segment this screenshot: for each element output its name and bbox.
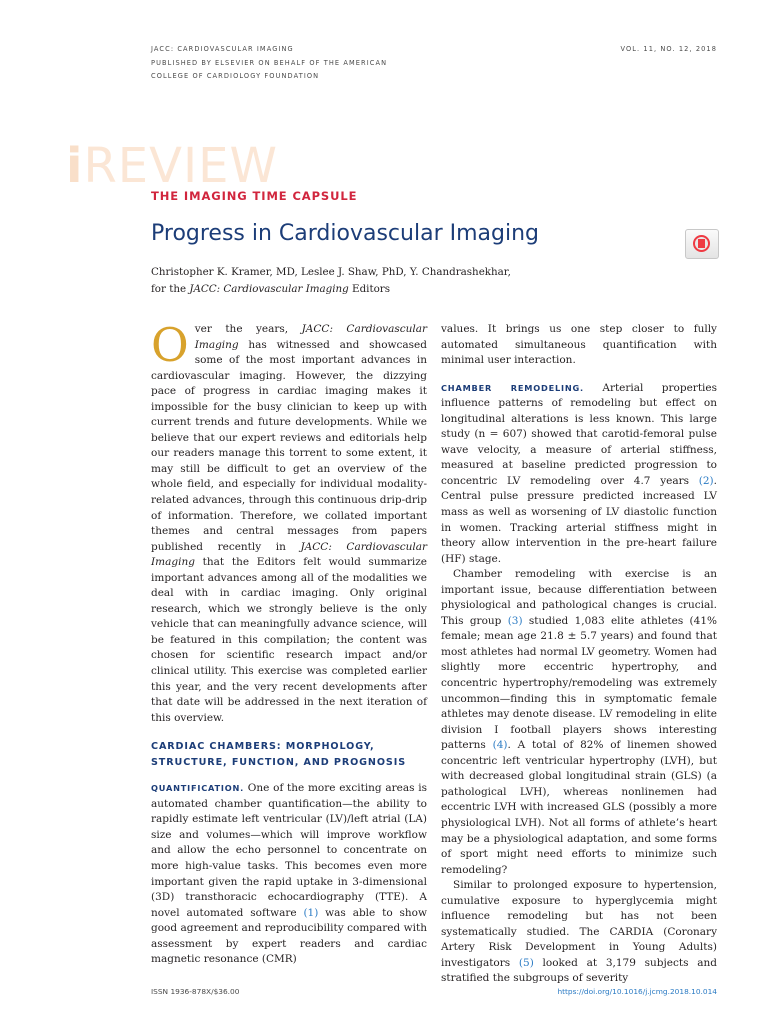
quantification-continuation: values. It brings us one step closer to fully automated simultaneous quantification with minimal user interaction. — [441, 323, 717, 367]
body-column-right — [441, 322, 717, 987]
running-header — [151, 43, 387, 84]
run-in-heading: CHAMBER REMODELING. — [441, 382, 584, 393]
reference-link[interactable]: (2) — [698, 474, 714, 487]
reference-link[interactable]: (5) — [518, 956, 534, 969]
ireview-logo: iREVIEW — [66, 138, 278, 194]
bookmark-icon — [698, 239, 705, 248]
chamber-remodeling-paragraph: CHAMBER REMODELING. Arterial properties influence patterns of remodeling but effect on longitudinal alterations is less known. This large study (n = 607) showed that carotid-femoral pulse wave velocity, a measure of arterial stiffness, measured at baseline predicted progression to concentric LV remodeling over 4.7 years (2). Central pulse pressure predicted increased LV mass as well as worsening of LV diastolic function in women. Tracking arterial stiffness might in theory allow intervention in the pre-heart failure (HF) stage. — [441, 381, 718, 565]
volume-info: VOL. 11, NO. 12, 2018 — [620, 45, 717, 53]
doi-link[interactable]: https://doi.org/10.1016/j.jcmg.2018.10.014 — [557, 987, 717, 996]
drop-cap: O — [151, 318, 189, 372]
section-kicker: THE IMAGING TIME CAPSULE — [151, 189, 358, 203]
journal-name: JACC: CARDIOVASCULAR IMAGING — [151, 45, 294, 53]
section-heading: CARDIAC CHAMBERS: MORPHOLOGY, STRUCTURE, FUNCTION, AND PROGNOSIS — [151, 741, 407, 768]
exercise-remodeling-paragraph: Chamber remodeling with exercise is an important issue, because differentiation between physiological and pathological changes is crucial. This group (3) studied 1,083 elite athletes (41% female; mean age 21.8 ± 5.7 years) and found that most athletes had normal LV geometry. Women had slightly more eccentric hypertrophy, and concentric hypertrophy/remodeling was extremely uncommon—finding this in symptomatic female athletes may denote disease. LV remodeling in elite division I football players shows interesting patterns (4). A total of 82% of linemen showed concentric left ventricular hypertrophy (LVH), but with decreased global longitudinal strain (GLS) (a pathological LVH), whereas nonlinemen had eccentric LVH with increased GLS (possibly a more physiological LVH). Not all forms of athlete’s heart may be a physiological adaptation, and some forms of sport might need efforts to minimize such remodeling? — [441, 568, 717, 876]
run-in-heading: QUANTIFICATION. — [151, 783, 245, 794]
crossmark-button[interactable] — [685, 229, 719, 259]
issn-footer: ISSN 1936-878X/$36.00 — [151, 987, 240, 996]
reference-link[interactable]: (4) — [492, 739, 508, 752]
article-title: Progress in Cardiovascular Imaging — [151, 221, 539, 246]
author-line: Christopher K. Kramer, MD, Leslee J. Shaw, PhD, Y. Chandrashekhar, — [151, 266, 511, 278]
author-line: for the JACC: Cardiovascular Imaging Editors — [151, 283, 390, 295]
intro-paragraph: Over the years, JACC: Cardiovascular Imaging has witnessed and showcased some of the most important advances in cardiovascular imaging. However, the dizzying pace of progress in cardiac imaging makes it impossible for the busy clinician to keep up with current trends and future developments. While we believe that our expert reviews and editorials help our readers manage this torrent to some extent, it may still be difficult to get an overview of the whole field, and especially for individual modality-related advances, through this continuous drip-drip of information. Therefore, we collated important themes and central messages from papers published recently in JACC: Cardiovascular Imaging that the Editors felt would summarize important advances among all of the modalities we deal with in cardiac imaging. Only original research, which we strongly believe is the only vehicle that can meaningfully advance science, will be featured in this compilation; the content was chosen for scientific research impact and/or clinical utility. This exercise was completed earlier this year, and the very recent developments after that date will be addressed in the next iteration of this overview. — [151, 318, 427, 724]
reference-link[interactable]: (1) — [303, 906, 319, 919]
body-column-left — [151, 318, 427, 968]
publisher-line: PUBLISHED BY ELSEVIER ON BEHALF OF THE AMERICAN — [151, 58, 388, 67]
quantification-paragraph: QUANTIFICATION. One of the more exciting areas is automated chamber quantification—the ability to rapidly estimate left ventricular (LV)/left atrial (LA) size and volumes—which will improve workflow and allow the echo personnel to concentrate on more high-value tasks. This becomes even more important given the rapid uptake in 3-dimensional (3D) transthoracic echocardiography (TTE). A novel automated software (1) was able to show good agreement and reproducibility compared with assessment by expert readers and cardiac magnetic resonance (CMR) — [151, 782, 427, 966]
author-list — [151, 264, 511, 298]
reference-link[interactable]: (3) — [507, 614, 523, 627]
publisher-line: COLLEGE OF CARDIOLOGY FOUNDATION — [151, 72, 320, 80]
hyperglycemia-paragraph: Similar to prolonged exposure to hypertension, cumulative exposure to hyperglycemia might influence remodeling but has not been systematically studied. The CARDIA (Coronary Artery Risk Development in Young Adults) investigators (5) looked at 3,179 subjects and stratified the subgroups of severity — [441, 879, 717, 985]
